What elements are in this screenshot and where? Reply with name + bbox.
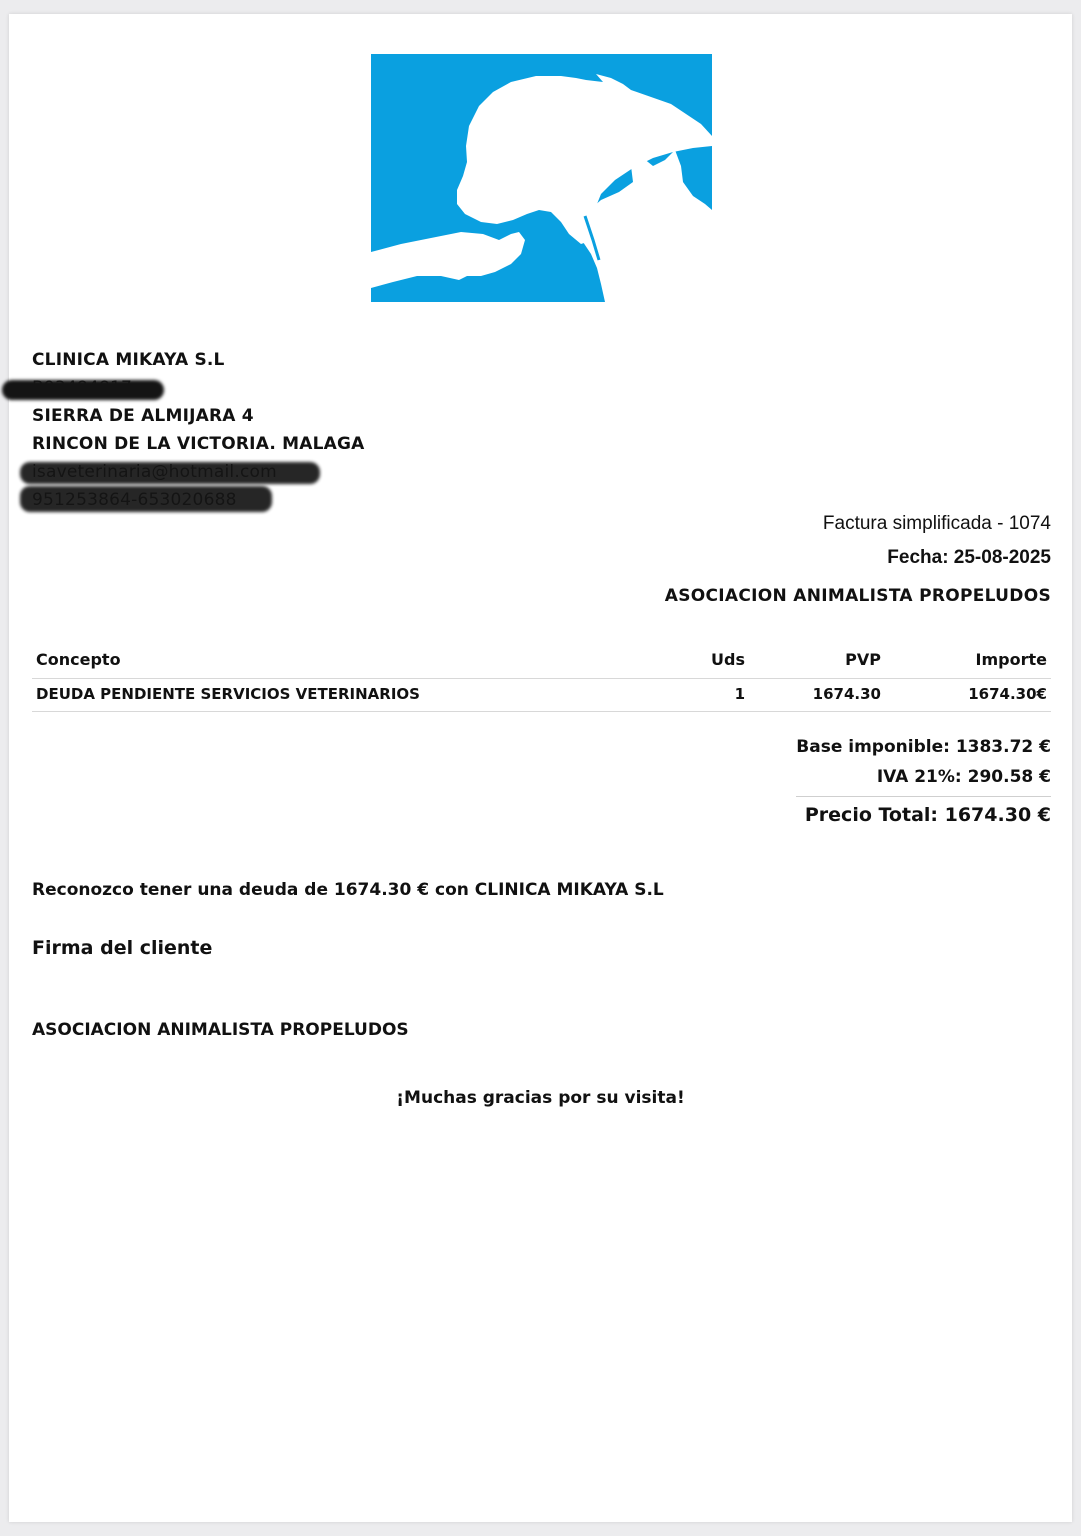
thanks-message: ¡Muchas gracias por su visita!	[396, 1088, 685, 1108]
debt-acknowledgement: Reconozco tener una deuda de 1674.30 € con CLINICA MIKAYA S.L	[32, 880, 664, 900]
invoice-client: ASOCIACION ANIMALISTA PROPELUDOS	[664, 586, 1051, 606]
signature-label: Firma del cliente	[32, 937, 213, 959]
redaction-mark	[20, 462, 320, 484]
redaction-mark	[2, 380, 164, 400]
clinic-city: RINCON DE LA VICTORIA. MALAGA	[32, 434, 365, 454]
cell-concept: DEUDA PENDIENTE SERVICIOS VETERINARIOS	[32, 679, 621, 712]
vat-amount: IVA 21%: 290.58 €	[876, 767, 1051, 787]
clinic-email	[32, 458, 365, 486]
redaction-mark	[20, 486, 272, 512]
header-units: Uds	[621, 644, 749, 679]
table-row	[32, 679, 1051, 712]
clinic-details	[32, 346, 365, 514]
items-table	[32, 644, 1051, 712]
total-price: Precio Total: 1674.30 €	[804, 804, 1051, 826]
invoice-date: Fecha: 25-08-2025	[887, 547, 1051, 568]
dog-cat-hand-logo	[371, 54, 712, 302]
clinic-phones	[32, 486, 365, 514]
invoice-number: Factura simplificada - 1074	[822, 513, 1051, 534]
header-concept: Concepto	[32, 644, 621, 679]
clinic-tax-id	[32, 374, 365, 402]
cell-amount: 1674.30€	[885, 679, 1051, 712]
invoice-page	[9, 14, 1072, 1522]
cell-price: 1674.30	[749, 679, 885, 712]
totals-block	[796, 732, 1051, 835]
clinic-name: CLINICA MIKAYA S.L	[32, 350, 225, 370]
signing-client-name: ASOCIACION ANIMALISTA PROPELUDOS	[32, 1020, 409, 1040]
cell-units: 1	[621, 679, 749, 712]
clinic-street: SIERRA DE ALMIJARA 4	[32, 406, 254, 426]
tax-base: Base imponible: 1383.72 €	[796, 737, 1051, 757]
logo-graphic	[371, 54, 712, 302]
table-header-row	[32, 644, 1051, 679]
invoice-header	[665, 510, 1051, 609]
header-price: PVP	[749, 644, 885, 679]
header-amount: Importe	[885, 644, 1051, 679]
